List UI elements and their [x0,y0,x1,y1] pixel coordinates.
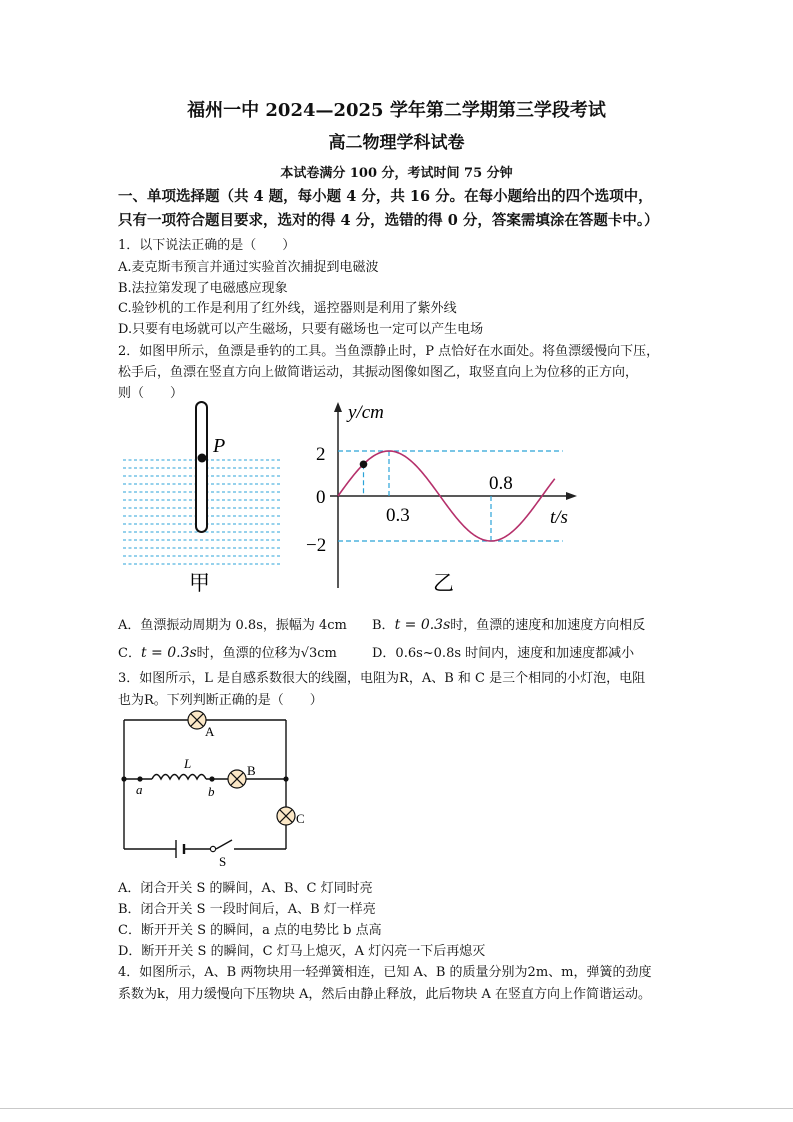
q1-option-d: D.只要有电场就可以产生磁场，只要有磁场也一定可以产生电场 [118,322,484,337]
q2-option-c [118,642,337,661]
q2-option-b-math: t = 0.3s [394,617,451,633]
lamp-b-label: B [247,763,256,778]
y-axis-label: y/cm [348,402,384,423]
q3-stem-line1: 3．如图所示，L 是自感系数很大的线圈，电阻为R，A、B 和 C 是三个相同的小灯泡，电阻 [118,671,646,686]
inductor-label: L [184,756,192,771]
q2-option-b-prefix: B． [372,618,395,633]
lamp-b-symbol [228,770,246,788]
node-right [283,776,288,781]
q2-option-a: A．鱼漂振动周期为 0.8s，振幅为 4cm [118,618,347,633]
q3-option-c: C．断开开关 S 的瞬间，a 点的电势比 b 点高 [118,923,382,938]
q1-stem: 1．以下说法正确的是（ ） [118,238,296,253]
q2-stem-line1: 2．如图甲所示，鱼漂是垂钓的工具。当鱼漂静止时，P 点恰好在水面处。将鱼漂缓慢向下压， [118,344,660,359]
point-p-marker [198,454,207,463]
node-b [209,776,214,781]
q3-option-b: B．闭合开关 S 一段时间后，A、B 灯一样亮 [118,902,376,917]
q4-stem-line1: 4．如图所示，A、B 两物块用一轻弹簧相连，已知 A、B 的质量分别为2m、m，弹簧的劲度 [118,965,652,980]
exam-info: 本试卷满分 100 分，考试时间 75 分钟 [280,166,513,181]
node-left [121,776,126,781]
section-heading-line1: 一、单项选择题（共 4 题，每小题 4 分，共 16 分。在每小题给出的四个选项中， [118,188,653,205]
switch-contact [210,846,215,851]
y-tick-label-max: 2 [316,444,326,465]
q2-option-c-math: t = 0.3s [140,645,197,661]
q3-option-a: A．闭合开关 S 的瞬间，A、B、C 灯同时亮 [118,881,373,896]
q1-option-c: C.验钞机的工作是利用了红外线，遥控器则是利用了紫外线 [118,301,457,316]
exam-title: 福州一中 2024—2025 学年第二学期第三学段考试 [187,100,606,121]
marked-point [360,460,368,468]
q1-option-a: A.麦克斯韦预言并通过实验首次捕捉到电磁波 [118,260,379,275]
y-tick-label-zero: 0 [316,487,326,508]
section-heading-line2: 只有一项符合题目要求，选对的得 4 分，选错的得 0 分，答案需填涂在答题卡中。） [118,212,659,229]
q2-option-c-mid: 时，鱼漂的位移为 [196,646,301,661]
lamp-a-symbol [188,711,206,729]
q2-option-c-prefix: C． [118,646,141,661]
q2-option-c-root: √3 [300,646,318,661]
q2-option-b [372,614,645,633]
q2-stem-line3: 则（ ） [118,386,184,401]
inductor-coil [152,775,206,780]
point-p-label: P [213,435,226,457]
float-body [196,402,207,532]
y-axis-arrow [334,402,342,412]
q2-option-b-suffix: 时，鱼漂的速度和加速度方向相反 [450,618,646,633]
node-a [137,776,142,781]
figure-caption-yi: 乙 [433,571,454,595]
node-b-label: b [208,784,215,799]
q4-stem-line2: 系数为k，用力缓慢向下压物块 A，然后由静止释放，此后物块 A 在竖直方向上作简谐运动。 [118,987,652,1002]
x-tick-label-0-3: 0.3 [386,505,410,526]
node-a-label: a [136,782,143,797]
q2-option-c-suffix: cm [317,646,337,661]
lamp-c-symbol [277,807,295,825]
q3-option-d: D．断开开关 S 的瞬间，C 灯马上熄灭，A 灯闪亮一下后再熄灭 [118,944,486,959]
paper-subtitle: 高二物理学科试卷 [328,133,465,153]
x-axis-arrow [566,492,577,500]
x-axis-label: t/s [550,507,568,528]
y-tick-label-min: −2 [306,535,327,556]
figure-caption-jia: 甲 [189,571,210,595]
q3-stem-line2: 也为R。下列判断正确的是（ ） [118,693,323,708]
switch-label: S [219,854,227,869]
x-tick-label-0-8: 0.8 [489,473,513,494]
circuit-diagram [112,706,312,870]
vibration-graph [300,398,590,598]
float-figure [115,398,290,598]
lamp-c-label: C [296,811,305,826]
page-bottom-rule [0,1108,793,1109]
q1-option-b: B.法拉第发现了电磁感应现象 [118,281,288,296]
q2-option-d: D．0.6s~0.8s 时间内，速度和加速度都减小 [372,646,635,661]
q2-stem-line2: 松手后，鱼漂在竖直方向上做简谐运动，其振动图像如图乙，取竖直向上为位移的正方向， [118,365,639,380]
lamp-a-label: A [205,724,215,739]
